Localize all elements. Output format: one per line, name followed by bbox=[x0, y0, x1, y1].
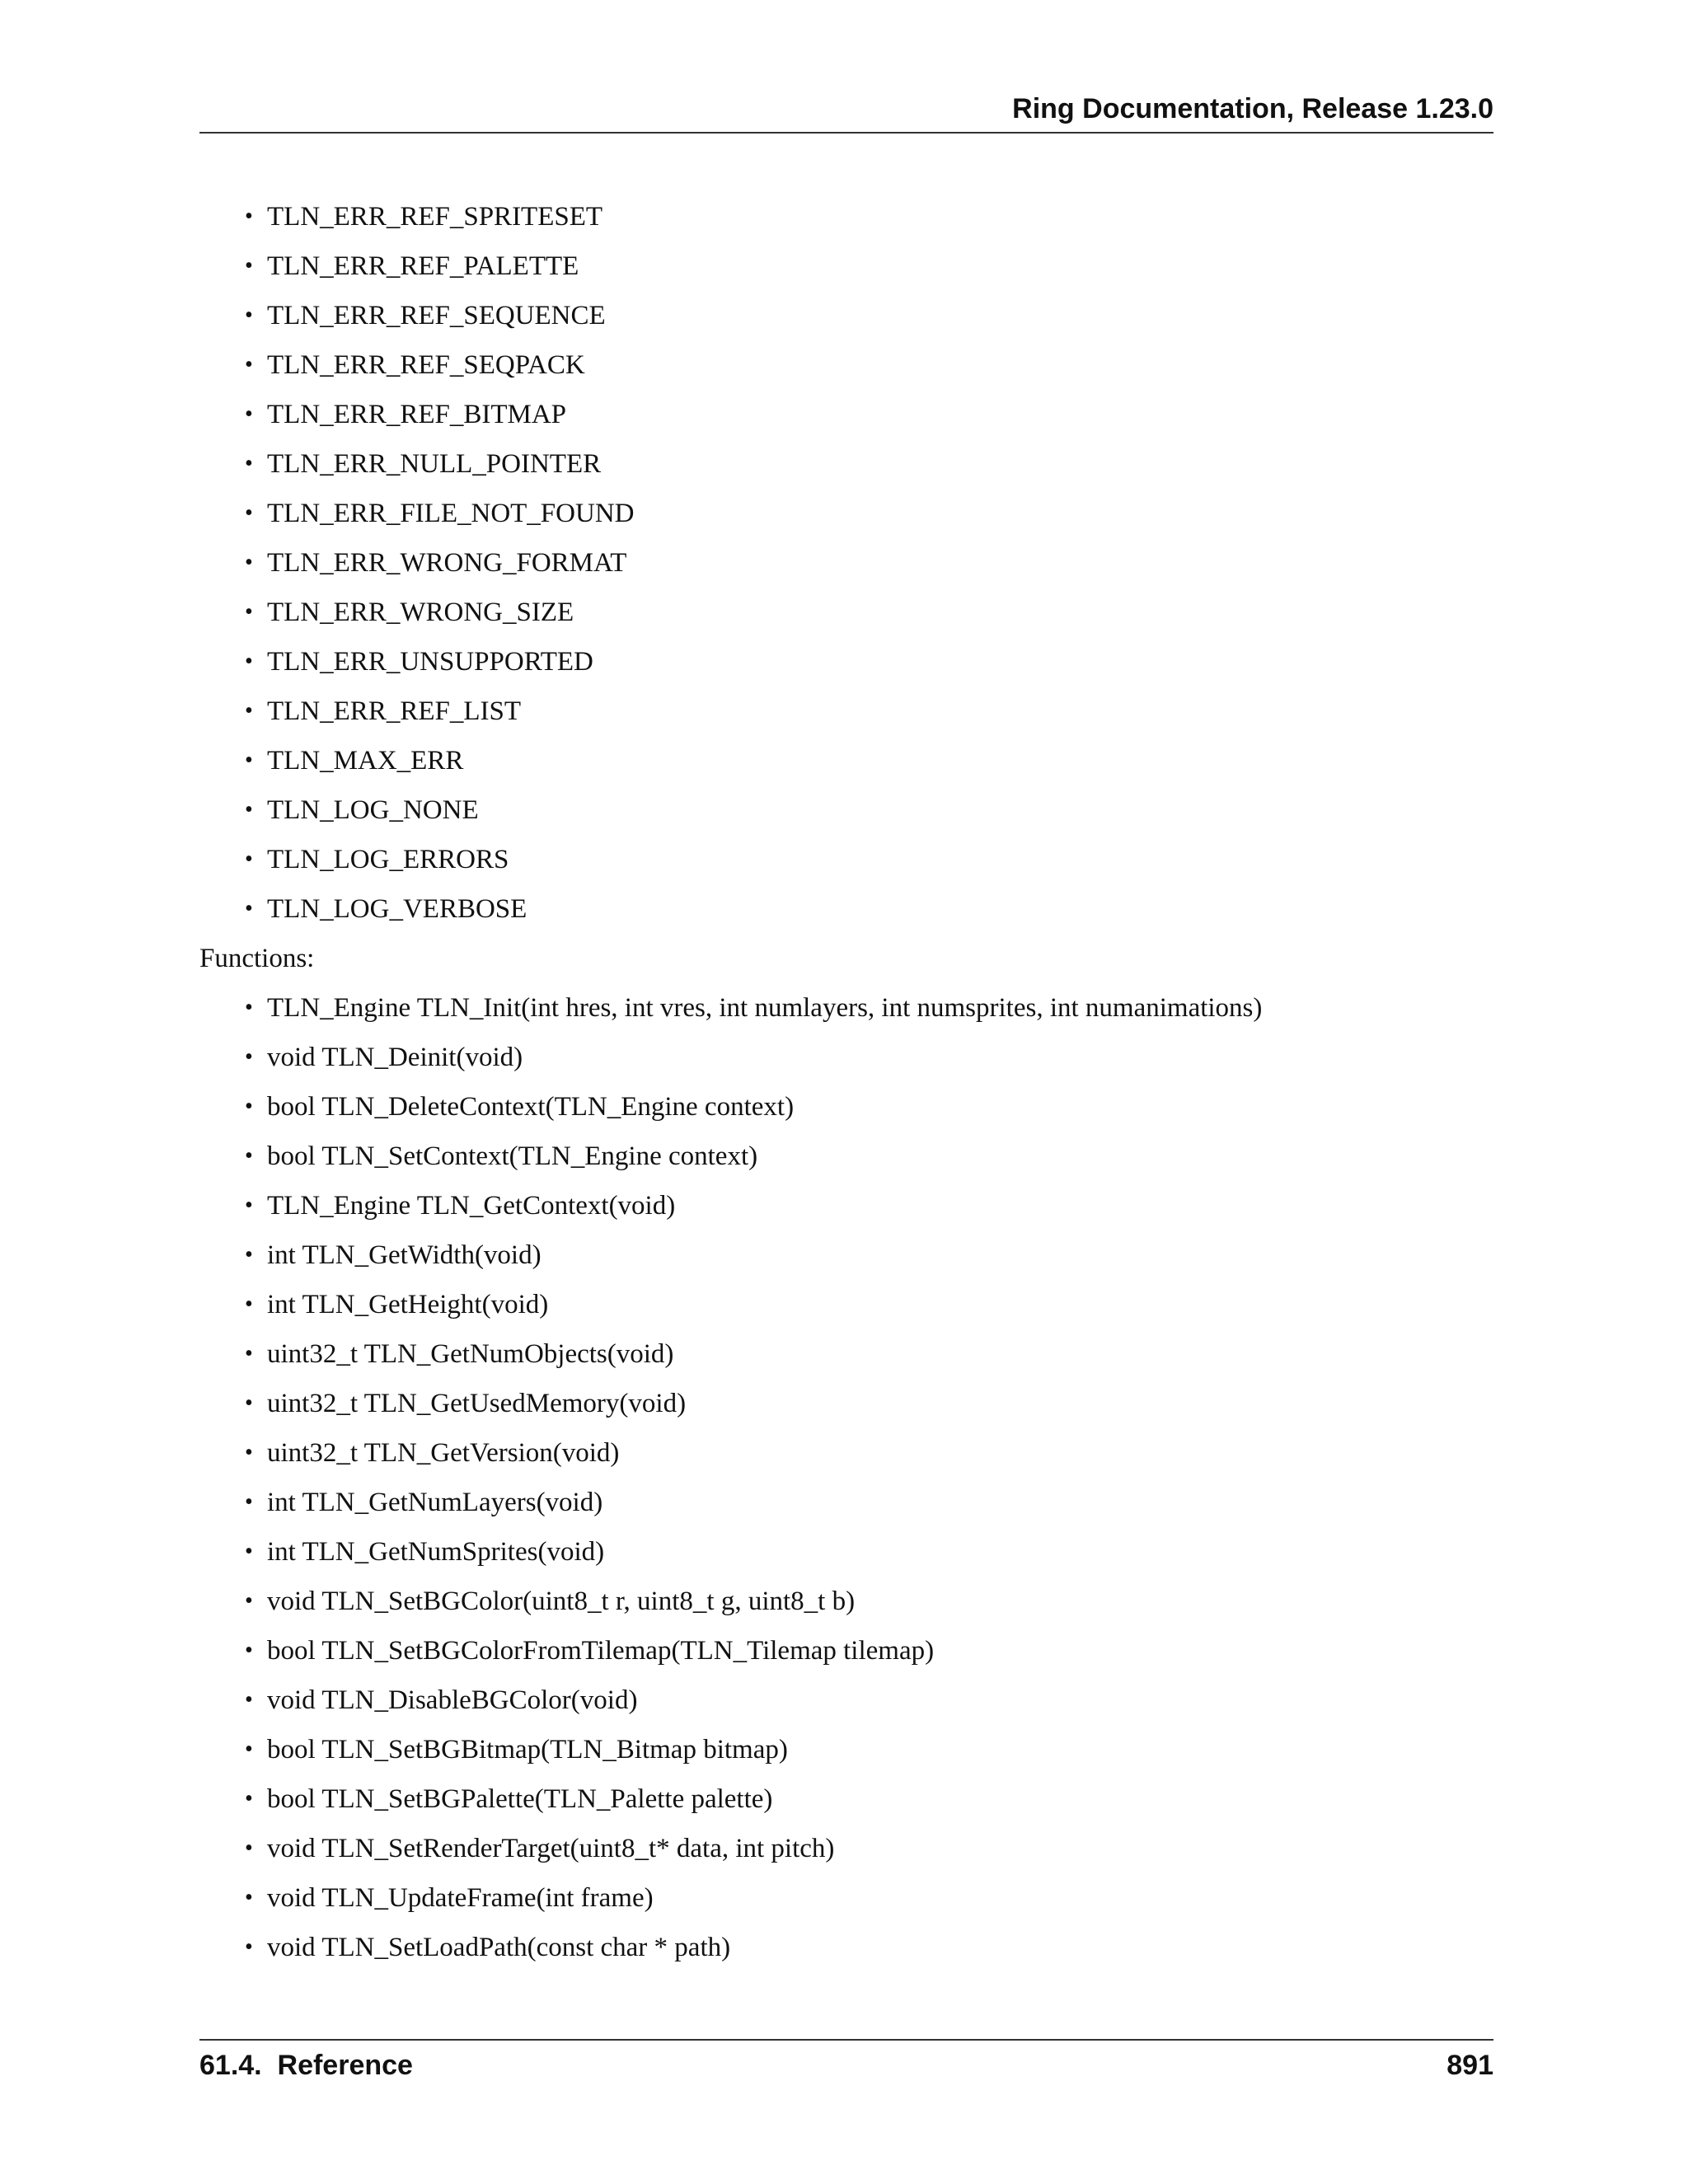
bullet-icon: • bbox=[245, 1390, 253, 1416]
bullet-icon: • bbox=[245, 748, 253, 773]
list-item-text: int TLN_GetNumSprites(void) bbox=[267, 1537, 605, 1567]
bullet-icon: • bbox=[245, 302, 253, 328]
list-item bbox=[245, 439, 1493, 489]
bullet-icon: • bbox=[245, 1143, 253, 1169]
bullet-icon: • bbox=[245, 550, 253, 575]
list-item bbox=[245, 1033, 1493, 1082]
bullet-icon: • bbox=[245, 846, 253, 872]
bullet-icon: • bbox=[245, 1687, 253, 1713]
page-number: 891 bbox=[1447, 2050, 1493, 2081]
bullet-icon: • bbox=[245, 1094, 253, 1119]
list-item-text: bool TLN_SetBGColorFromTilemap(TLN_Tilemap tilemap) bbox=[267, 1636, 935, 1666]
list-item bbox=[245, 1527, 1493, 1577]
list-item bbox=[245, 1873, 1493, 1923]
bullet-icon: • bbox=[245, 204, 253, 229]
list-item bbox=[245, 588, 1493, 637]
list-item-text: TLN_MAX_ERR bbox=[267, 746, 464, 776]
bullet-icon: • bbox=[245, 1934, 253, 1960]
list-item-text: void TLN_UpdateFrame(int frame) bbox=[267, 1883, 654, 1913]
bullet-icon: • bbox=[245, 1440, 253, 1465]
list-item-text: uint32_t TLN_GetNumObjects(void) bbox=[267, 1339, 674, 1369]
bullet-icon: • bbox=[245, 1193, 253, 1218]
bullet-icon: • bbox=[245, 1291, 253, 1317]
bullet-icon: • bbox=[245, 698, 253, 724]
list-item-text: TLN_ERR_WRONG_SIZE bbox=[267, 598, 574, 627]
bullet-icon: • bbox=[245, 1341, 253, 1366]
list-item-text: TLN_ERR_REF_PALETTE bbox=[267, 251, 579, 281]
list-item-text: TLN_ERR_WRONG_FORMAT bbox=[267, 548, 627, 578]
bullet-icon: • bbox=[245, 401, 253, 427]
list-item bbox=[245, 884, 1493, 934]
bullet-icon: • bbox=[245, 1539, 253, 1564]
bullet-icon: • bbox=[245, 599, 253, 625]
header-title: Ring Documentation, Release 1.23.0 bbox=[1012, 93, 1493, 124]
list-item bbox=[245, 1428, 1493, 1478]
list-item bbox=[245, 489, 1493, 538]
list-item-text: int TLN_GetHeight(void) bbox=[267, 1290, 549, 1319]
list-item-text: void TLN_DisableBGColor(void) bbox=[267, 1685, 638, 1715]
bullet-icon: • bbox=[245, 1835, 253, 1861]
functions-list bbox=[199, 983, 1493, 1972]
bullet-icon: • bbox=[245, 1786, 253, 1811]
bullet-icon: • bbox=[245, 1736, 253, 1762]
list-item-text: TLN_ERR_UNSUPPORTED bbox=[267, 647, 593, 677]
list-item-text: bool TLN_SetBGBitmap(TLN_Bitmap bitmap) bbox=[267, 1735, 788, 1765]
list-item-text: uint32_t TLN_GetVersion(void) bbox=[267, 1438, 620, 1468]
functions-label: Functions: bbox=[199, 944, 315, 973]
list-item-text: int TLN_GetNumLayers(void) bbox=[267, 1488, 603, 1517]
list-item-text: TLN_ERR_REF_LIST bbox=[267, 696, 522, 726]
constants-list bbox=[199, 192, 1493, 934]
bullet-icon: • bbox=[245, 1242, 253, 1268]
list-item-text: TLN_ERR_REF_SEQUENCE bbox=[267, 301, 606, 330]
list-item-text: int TLN_GetWidth(void) bbox=[267, 1240, 542, 1270]
page-footer bbox=[199, 2039, 1493, 2088]
list-item-text: TLN_ERR_REF_SEQPACK bbox=[267, 350, 585, 380]
list-item bbox=[245, 1379, 1493, 1428]
list-item bbox=[245, 241, 1493, 291]
list-item-text: TLN_ERR_NULL_POINTER bbox=[267, 449, 602, 479]
page-header bbox=[199, 86, 1493, 134]
list-item bbox=[245, 1280, 1493, 1329]
list-item bbox=[245, 835, 1493, 884]
list-item-text: bool TLN_SetBGPalette(TLN_Palette palette) bbox=[267, 1784, 773, 1814]
bullet-icon: • bbox=[245, 1489, 253, 1515]
list-item-text: bool TLN_SetContext(TLN_Engine context) bbox=[267, 1141, 758, 1171]
list-item-text: TLN_ERR_REF_BITMAP bbox=[267, 400, 567, 429]
list-item-text: TLN_ERR_REF_SPRITESET bbox=[267, 202, 603, 232]
list-item bbox=[245, 983, 1493, 1033]
list-item bbox=[245, 538, 1493, 588]
bullet-icon: • bbox=[245, 500, 253, 526]
list-item bbox=[245, 1577, 1493, 1626]
list-item bbox=[245, 687, 1493, 736]
list-item bbox=[245, 1082, 1493, 1132]
page-content bbox=[199, 192, 1493, 1972]
list-item-text: void TLN_Deinit(void) bbox=[267, 1043, 523, 1072]
bullet-icon: • bbox=[245, 1638, 253, 1663]
bullet-icon: • bbox=[245, 649, 253, 674]
list-item bbox=[245, 1329, 1493, 1379]
bullet-icon: • bbox=[245, 1588, 253, 1614]
list-item-text: void TLN_SetLoadPath(const char * path) bbox=[267, 1933, 731, 1962]
list-item bbox=[245, 1230, 1493, 1280]
list-item bbox=[245, 1478, 1493, 1527]
list-item bbox=[245, 1923, 1493, 1972]
list-item-text: uint32_t TLN_GetUsedMemory(void) bbox=[267, 1389, 687, 1418]
list-item bbox=[245, 785, 1493, 835]
bullet-icon: • bbox=[245, 253, 253, 279]
list-item-text: TLN_Engine TLN_GetContext(void) bbox=[267, 1191, 676, 1221]
bullet-icon: • bbox=[245, 797, 253, 823]
list-item-text: void TLN_SetRenderTarget(uint8_t* data, int pitch) bbox=[267, 1834, 835, 1863]
list-item bbox=[245, 637, 1493, 687]
list-item bbox=[245, 1132, 1493, 1181]
list-item bbox=[245, 1675, 1493, 1725]
list-item-text: void TLN_SetBGColor(uint8_t r, uint8_t g, uint8_t b) bbox=[267, 1586, 856, 1616]
list-item-text: TLN_LOG_ERRORS bbox=[267, 845, 509, 874]
list-item-text: TLN_LOG_VERBOSE bbox=[267, 894, 528, 924]
list-item-text: TLN_Engine TLN_Init(int hres, int vres, int numlayers, int numsprites, int numanimations) bbox=[267, 993, 1263, 1023]
footer-section-title: 61.4. Reference bbox=[199, 2050, 413, 2081]
list-item bbox=[245, 1824, 1493, 1873]
bullet-icon: • bbox=[245, 1885, 253, 1910]
list-item-text: bool TLN_DeleteContext(TLN_Engine context) bbox=[267, 1092, 795, 1122]
bullet-icon: • bbox=[245, 896, 253, 921]
list-item bbox=[245, 192, 1493, 241]
list-item-text: TLN_LOG_NONE bbox=[267, 795, 479, 825]
list-item bbox=[245, 1626, 1493, 1675]
list-item bbox=[245, 1774, 1493, 1824]
list-item bbox=[245, 291, 1493, 340]
bullet-icon: • bbox=[245, 1044, 253, 1070]
list-item bbox=[245, 340, 1493, 390]
list-item bbox=[245, 736, 1493, 785]
list-item-text: TLN_ERR_FILE_NOT_FOUND bbox=[267, 499, 635, 528]
bullet-icon: • bbox=[245, 451, 253, 476]
bullet-icon: • bbox=[245, 352, 253, 377]
bullet-icon: • bbox=[245, 995, 253, 1020]
list-item bbox=[245, 390, 1493, 439]
list-item bbox=[245, 1181, 1493, 1230]
list-item bbox=[245, 1725, 1493, 1774]
